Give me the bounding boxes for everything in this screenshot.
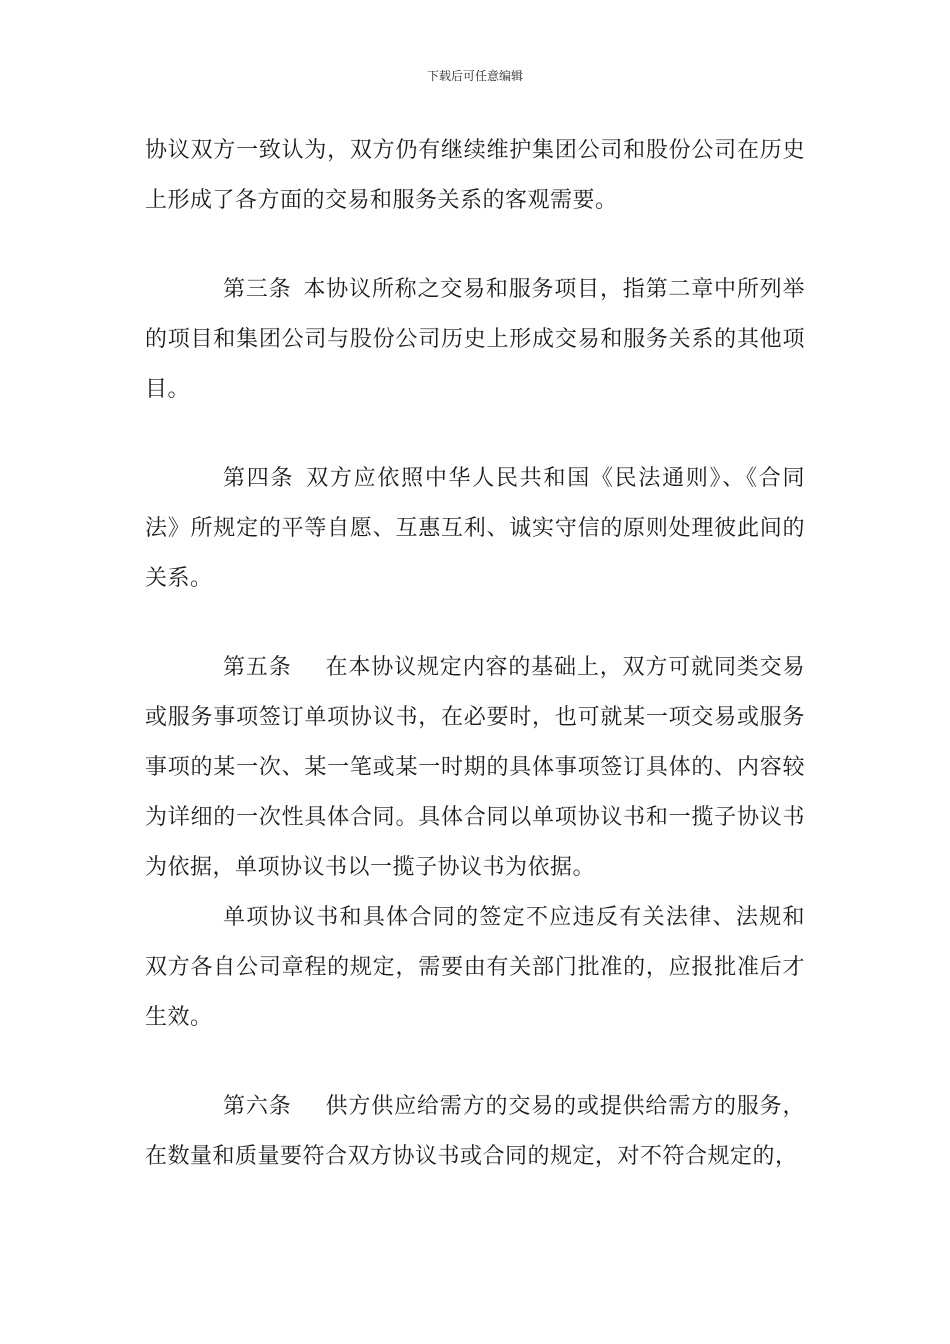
paragraph-text: 协议双方一致认为，双方仍有继续维护集团公司和股份公司在历史上形成了各方面的交易和服务关系的客观需要。 xyxy=(145,138,805,213)
article-number: 第六条 xyxy=(223,1094,292,1119)
article-number: 第三条 xyxy=(223,277,292,302)
article-number: 第四条 xyxy=(223,466,295,491)
paragraph-text: 双方应依照中华人民共和国《民法通则》、《合同法》所规定的平等自愿、互惠互利、诚实守信的原则处理彼此间的关系。 xyxy=(145,466,805,591)
paragraph-continued xyxy=(145,126,805,226)
paragraph-text: 在本协议规定内容的基础上，双方可就同类交易或服务事项签订单项协议书，在必要时，也可就某一项交易或服务事项的某一次、某一笔或某一时期的具体事项签订具体的、内容较为详细的一次性具体合同。具体合同以单项协议书和一揽子协议书为依据，单项协议书以一揽子协议书为依据。 xyxy=(145,655,805,880)
paragraph-text: 本协议所称之交易和服务项目，指第二章中所列举的项目和集团公司与股份公司历史上形成交易和服务关系的其他项目。 xyxy=(145,277,805,402)
paragraph-text: 供方供应给需方的交易的或提供给需方的服务，在数量和质量要符合双方协议书或合同的规定，对不符合规定的， xyxy=(145,1094,805,1169)
article-6 xyxy=(145,1082,805,1182)
article-3 xyxy=(145,265,805,415)
article-number: 第五条 xyxy=(223,655,292,680)
article-4 xyxy=(145,454,805,604)
paragraph-text: 单项协议书和具体合同的签定不应违反有关法律、法规和双方各自公司章程的规定，需要由有关部门批准的，应报批准后才生效。 xyxy=(145,905,805,1030)
article-5 xyxy=(145,643,805,1043)
page-header: 下载后可任意编辑 xyxy=(426,69,523,83)
